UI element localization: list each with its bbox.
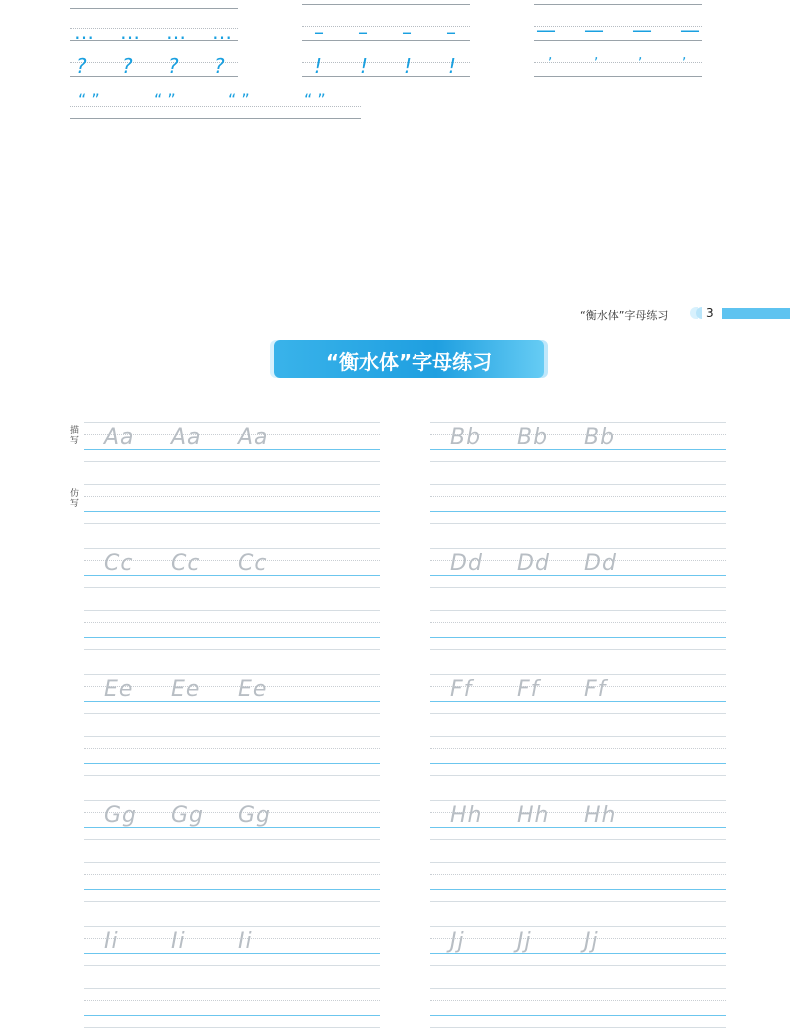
comma-mark: , [682,47,687,63]
guide-line [430,874,726,875]
comma-mark: , [638,47,643,63]
guide-line [84,461,380,462]
guide-line [84,587,380,588]
copy-label: 仿写 [70,489,80,509]
quote-marks: “ ” [228,90,250,109]
guide-line [84,637,380,638]
guide-line [430,701,726,702]
trace-letter-pair: Gg [171,803,205,828]
trace-letter-pair: Gg [104,803,138,828]
trace-line-set [84,798,380,842]
guide-line [84,953,380,954]
trace-letter-pair: Jj [450,929,465,954]
guide-line [84,763,380,764]
guide-line [430,637,726,638]
guide-line [534,26,702,27]
trace-line-set [84,420,380,464]
trace-line-set [84,672,380,716]
dash-mark: – [402,20,412,44]
guide-line [84,748,380,749]
trace-letter-pair: Jj [584,929,599,954]
guide-line [84,938,380,939]
guide-line [430,736,726,737]
trace-letter-pair: Ff [584,677,607,702]
guide-line [430,523,726,524]
guide-line [84,965,380,966]
question-mark: ? [122,54,133,78]
guide-line [84,511,380,512]
guide-line [430,1015,726,1016]
trace-line-set [430,798,726,842]
copy-line-set [430,608,726,652]
guide-line [84,775,380,776]
guide-line [302,26,470,27]
guide-line [430,622,726,623]
trace-letter-pair: Dd [450,551,483,576]
trace-letter-pair: Cc [104,551,134,576]
trace-letter-pair: Ff [517,677,540,702]
guide-line [430,938,726,939]
trace-line-set [430,420,726,464]
guide-line [84,496,380,497]
trace-letter-pair: Ee [238,677,268,702]
copy-line-set [430,860,726,904]
trace-letter-pair: Ee [104,677,134,702]
guide-line [430,649,726,650]
trace-letter-pair: Hh [517,803,550,828]
guide-line [84,523,380,524]
guide-line [84,422,380,423]
guide-line [534,76,702,77]
exclamation-mark: ! [404,54,413,78]
section-title: “衡水体”字母练习 [325,350,493,374]
guide-line [430,926,726,927]
guide-line [84,988,380,989]
guide-line [430,901,726,902]
long-dash-mark: — [584,18,604,42]
guide-line [302,40,470,41]
running-title: “衡水体”字母练习 [580,309,669,322]
guide-line [302,62,470,63]
dash-mark: – [314,20,324,44]
guide-line [70,118,361,119]
guide-line [430,800,726,801]
trace-letter-pair: Bb [584,425,616,450]
guide-line [70,62,238,63]
copy-line-set [84,482,380,526]
guide-line [84,548,380,549]
guide-line [84,1027,380,1028]
guide-line [430,889,726,890]
trace-letter-pair: Hh [584,803,617,828]
quote-marks: “ ” [304,90,326,109]
trace-letter-pair: Ff [450,677,473,702]
guide-line [84,622,380,623]
trace-letter-pair: Bb [517,425,549,450]
trace-label: 描写 [70,426,80,446]
quote-marks: “ ” [78,90,100,109]
tab-bar [722,308,790,319]
guide-line [84,649,380,650]
copy-line-set [84,986,380,1030]
trace-line-set [84,924,380,968]
trace-line-set [84,546,380,590]
trace-line-set [430,672,726,716]
guide-line [430,422,726,423]
guide-line [430,511,726,512]
trace-line-set [430,924,726,968]
guide-line [430,587,726,588]
trace-letter-pair: Ii [238,929,253,954]
long-dash-mark: — [680,18,700,42]
copy-line-set [84,608,380,652]
copy-line-set [430,482,726,526]
guide-line [84,1000,380,1001]
guide-line [430,496,726,497]
comma-mark: , [594,47,599,63]
trace-letter-pair: Cc [238,551,268,576]
page-number-tab [690,305,790,321]
guide-line [70,8,238,9]
exclamation-mark: ! [448,54,457,78]
ellipsis-mark: … [74,20,94,44]
guide-line [430,965,726,966]
guide-line [430,610,726,611]
trace-letter-pair: Ee [171,677,201,702]
question-mark: ? [168,54,179,78]
guide-line [84,901,380,902]
guide-line [430,953,726,954]
guide-line [84,713,380,714]
copy-line-set [84,734,380,778]
guide-line [430,484,726,485]
punct-col-2 [302,0,470,90]
guide-line [84,926,380,927]
guide-line [534,40,702,41]
guide-line [534,62,702,63]
trace-letter-pair: Aa [104,425,135,450]
guide-line [430,988,726,989]
guide-line [84,839,380,840]
punct-col-3 [534,0,702,90]
guide-line [430,1000,726,1001]
guide-line [430,839,726,840]
trace-letter-pair: Jj [517,929,532,954]
guide-line [84,800,380,801]
long-dash-mark: — [536,18,556,42]
guide-line [84,736,380,737]
trace-letter-pair: Ii [171,929,186,954]
guide-line [430,763,726,764]
ellipsis-mark: … [212,20,232,44]
guide-line [430,461,726,462]
guide-line [84,484,380,485]
copy-line-set [84,860,380,904]
trace-letter-pair: Cc [171,551,201,576]
quote-marks: “ ” [154,90,176,109]
guide-line [534,4,702,5]
guide-line [430,748,726,749]
trace-letter-pair: Dd [517,551,550,576]
guide-line [84,1015,380,1016]
long-dash-mark: — [632,18,652,42]
guide-line [430,686,726,687]
trace-letter-pair: Aa [238,425,269,450]
guide-line [70,76,238,77]
comma-mark: , [548,47,553,63]
guide-line [84,610,380,611]
guide-line [84,889,380,890]
trace-letter-pair: Gg [238,803,272,828]
ellipsis-mark: … [120,20,140,44]
guide-line [430,1027,726,1028]
trace-letter-pair: Aa [171,425,202,450]
trace-letter-pair: Bb [450,425,482,450]
section-title-banner [274,340,544,378]
tab-decoration [696,307,702,319]
copy-line-set [430,986,726,1030]
guide-line [302,4,470,5]
guide-line [84,874,380,875]
guide-line [84,862,380,863]
exclamation-mark: ! [314,54,323,78]
exclamation-mark: ! [360,54,369,78]
question-mark: ? [76,54,87,78]
trace-letter-pair: Hh [450,803,483,828]
guide-line [430,713,726,714]
guide-line [430,548,726,549]
dash-mark: – [446,20,456,44]
guide-line [430,674,726,675]
guide-line [430,775,726,776]
guide-line [430,862,726,863]
guide-line [302,76,470,77]
question-mark: ? [214,54,225,78]
trace-letter-pair: Dd [584,551,617,576]
copy-line-set [430,734,726,778]
trace-letter-pair: Ii [104,929,119,954]
trace-line-set [430,546,726,590]
punct-quotes-row [70,88,361,120]
page-number: 3 [706,306,714,320]
guide-line [84,674,380,675]
dash-mark: – [358,20,368,44]
ellipsis-mark: … [166,20,186,44]
